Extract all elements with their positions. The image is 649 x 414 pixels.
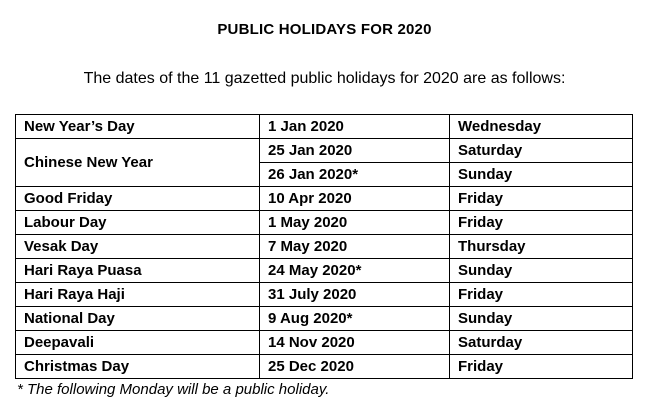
holiday-name: Deepavali [16, 331, 260, 355]
holiday-date: 1 May 2020 [260, 211, 450, 235]
table-row [16, 211, 633, 235]
holiday-day: Saturday [450, 139, 633, 163]
table-row [16, 139, 633, 163]
holiday-name: Labour Day [16, 211, 260, 235]
holiday-name: New Year’s Day [16, 115, 260, 139]
holiday-date: 25 Jan 2020 [260, 139, 450, 163]
holiday-date: 14 Nov 2020 [260, 331, 450, 355]
holiday-date: 25 Dec 2020 [260, 355, 450, 379]
holiday-name: Hari Raya Haji [16, 283, 260, 307]
holiday-day: Sunday [450, 259, 633, 283]
holiday-date: 31 July 2020 [260, 283, 450, 307]
holiday-day: Friday [450, 283, 633, 307]
holiday-name: National Day [16, 307, 260, 331]
holiday-day: Friday [450, 355, 633, 379]
holiday-name: Vesak Day [16, 235, 260, 259]
table-row [16, 235, 633, 259]
holiday-date: 9 Aug 2020* [260, 307, 450, 331]
holiday-day: Sunday [450, 307, 633, 331]
holiday-name: Hari Raya Puasa [16, 259, 260, 283]
holiday-date: 24 May 2020* [260, 259, 450, 283]
holiday-day: Friday [450, 187, 633, 211]
holiday-day: Wednesday [450, 115, 633, 139]
intro-text: The dates of the 11 gazetted public holidays for 2020 are as follows: [83, 70, 566, 87]
holiday-day: Thursday [450, 235, 633, 259]
holiday-day: Friday [450, 211, 633, 235]
holiday-date: 26 Jan 2020* [260, 163, 450, 187]
table-row [16, 259, 633, 283]
table-row [16, 187, 633, 211]
holiday-name: Good Friday [16, 187, 260, 211]
table-row [16, 307, 633, 331]
holiday-day: Sunday [450, 163, 633, 187]
holiday-day: Saturday [450, 331, 633, 355]
holidays-table [15, 114, 633, 379]
table-row [16, 283, 633, 307]
footnote: * The following Monday will be a public holiday. [17, 381, 330, 398]
holiday-date: 7 May 2020 [260, 235, 450, 259]
holiday-date: 10 Apr 2020 [260, 187, 450, 211]
page-title: PUBLIC HOLIDAYS FOR 2020 [217, 21, 432, 38]
holiday-name: Chinese New Year [16, 139, 260, 187]
table-row [16, 331, 633, 355]
table-row [16, 115, 633, 139]
table-row [16, 355, 633, 379]
holiday-name: Christmas Day [16, 355, 260, 379]
holiday-date: 1 Jan 2020 [260, 115, 450, 139]
